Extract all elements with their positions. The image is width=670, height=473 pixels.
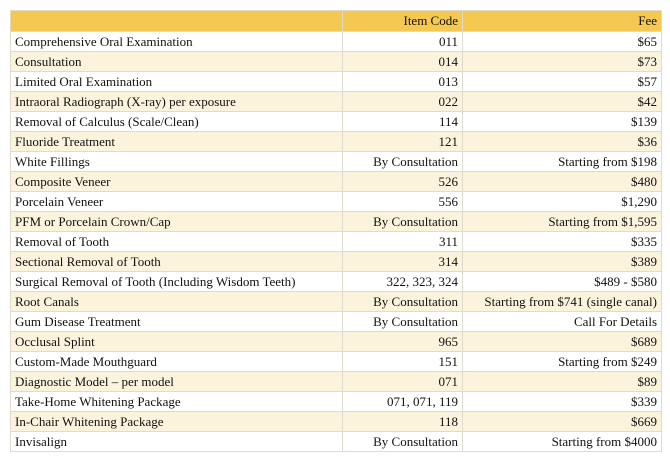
service-cell: Root Canals [11,292,343,312]
item-code-cell: 071, 071, 119 [343,392,463,412]
fee-cell: Starting from $741 (single canal) [463,292,662,312]
item-code-cell: 071 [343,372,463,392]
service-cell: Gum Disease Treatment [11,312,343,332]
service-cell: Surgical Removal of Tooth (Including Wisdom Teeth) [11,272,343,292]
item-code-cell: By Consultation [343,432,463,452]
table-row [11,72,662,92]
header-fee: Fee [463,11,662,32]
item-code-cell: 022 [343,92,463,112]
table-row [11,112,662,132]
fee-cell: $339 [463,392,662,412]
item-code-cell: 556 [343,192,463,212]
service-cell: Custom-Made Mouthguard [11,352,343,372]
fee-cell: $489 - $580 [463,272,662,292]
table-row [11,192,662,212]
fee-cell: Starting from $4000 [463,432,662,452]
service-cell: Porcelain Veneer [11,192,343,212]
service-cell: Diagnostic Model – per model [11,372,343,392]
table-row [11,92,662,112]
fee-cell: $335 [463,232,662,252]
fee-cell: $57 [463,72,662,92]
service-cell: In-Chair Whitening Package [11,412,343,432]
fee-cell: $73 [463,52,662,72]
table-row [11,292,662,312]
fee-cell: Starting from $249 [463,352,662,372]
fee-cell: $65 [463,32,662,52]
fee-cell: $36 [463,132,662,152]
table-row [11,432,662,452]
table-header-row [11,11,662,32]
item-code-cell: 151 [343,352,463,372]
table-row [11,392,662,412]
service-cell: PFM or Porcelain Crown/Cap [11,212,343,232]
service-cell: Invisalign [11,432,343,452]
service-cell: Composite Veneer [11,172,343,192]
fee-cell: $1,290 [463,192,662,212]
service-cell: Take-Home Whitening Package [11,392,343,412]
table-row [11,332,662,352]
service-cell: Occlusal Splint [11,332,343,352]
table-row [11,412,662,432]
item-code-cell: 121 [343,132,463,152]
service-cell: Intraoral Radiograph (X-ray) per exposure [11,92,343,112]
table-row [11,372,662,392]
service-cell: Comprehensive Oral Examination [11,32,343,52]
item-code-cell: 114 [343,112,463,132]
table-row [11,152,662,172]
table-row [11,132,662,152]
fee-cell: Call For Details [463,312,662,332]
table-row [11,32,662,52]
service-cell: Sectional Removal of Tooth [11,252,343,272]
table-row [11,352,662,372]
fee-cell: $42 [463,92,662,112]
service-cell: Removal of Tooth [11,232,343,252]
item-code-cell: 322, 323, 324 [343,272,463,292]
table-row [11,272,662,292]
table-row [11,312,662,332]
item-code-cell: By Consultation [343,152,463,172]
item-code-cell: 011 [343,32,463,52]
item-code-cell: 314 [343,252,463,272]
table-row [11,212,662,232]
item-code-cell: By Consultation [343,212,463,232]
fee-cell: $389 [463,252,662,272]
table-row [11,232,662,252]
fee-cell: $689 [463,332,662,352]
service-cell: Removal of Calculus (Scale/Clean) [11,112,343,132]
service-cell: Limited Oral Examination [11,72,343,92]
fee-schedule [10,10,661,452]
item-code-cell: 965 [343,332,463,352]
table-row [11,252,662,272]
item-code-cell: 526 [343,172,463,192]
service-cell: White Fillings [11,152,343,172]
header-item-code: Item Code [343,11,463,32]
item-code-cell: 014 [343,52,463,72]
item-code-cell: 118 [343,412,463,432]
header-service [11,11,343,32]
fee-cell: $139 [463,112,662,132]
fee-cell: $669 [463,412,662,432]
service-cell: Fluoride Treatment [11,132,343,152]
fee-cell: Starting from $1,595 [463,212,662,232]
item-code-cell: By Consultation [343,292,463,312]
table-body [11,32,662,452]
fee-table [10,10,662,452]
item-code-cell: 311 [343,232,463,252]
item-code-cell: 013 [343,72,463,92]
fee-cell: $89 [463,372,662,392]
fee-cell: $480 [463,172,662,192]
table-row [11,52,662,72]
service-cell: Consultation [11,52,343,72]
fee-cell: Starting from $198 [463,152,662,172]
table-row [11,172,662,192]
item-code-cell: By Consultation [343,312,463,332]
